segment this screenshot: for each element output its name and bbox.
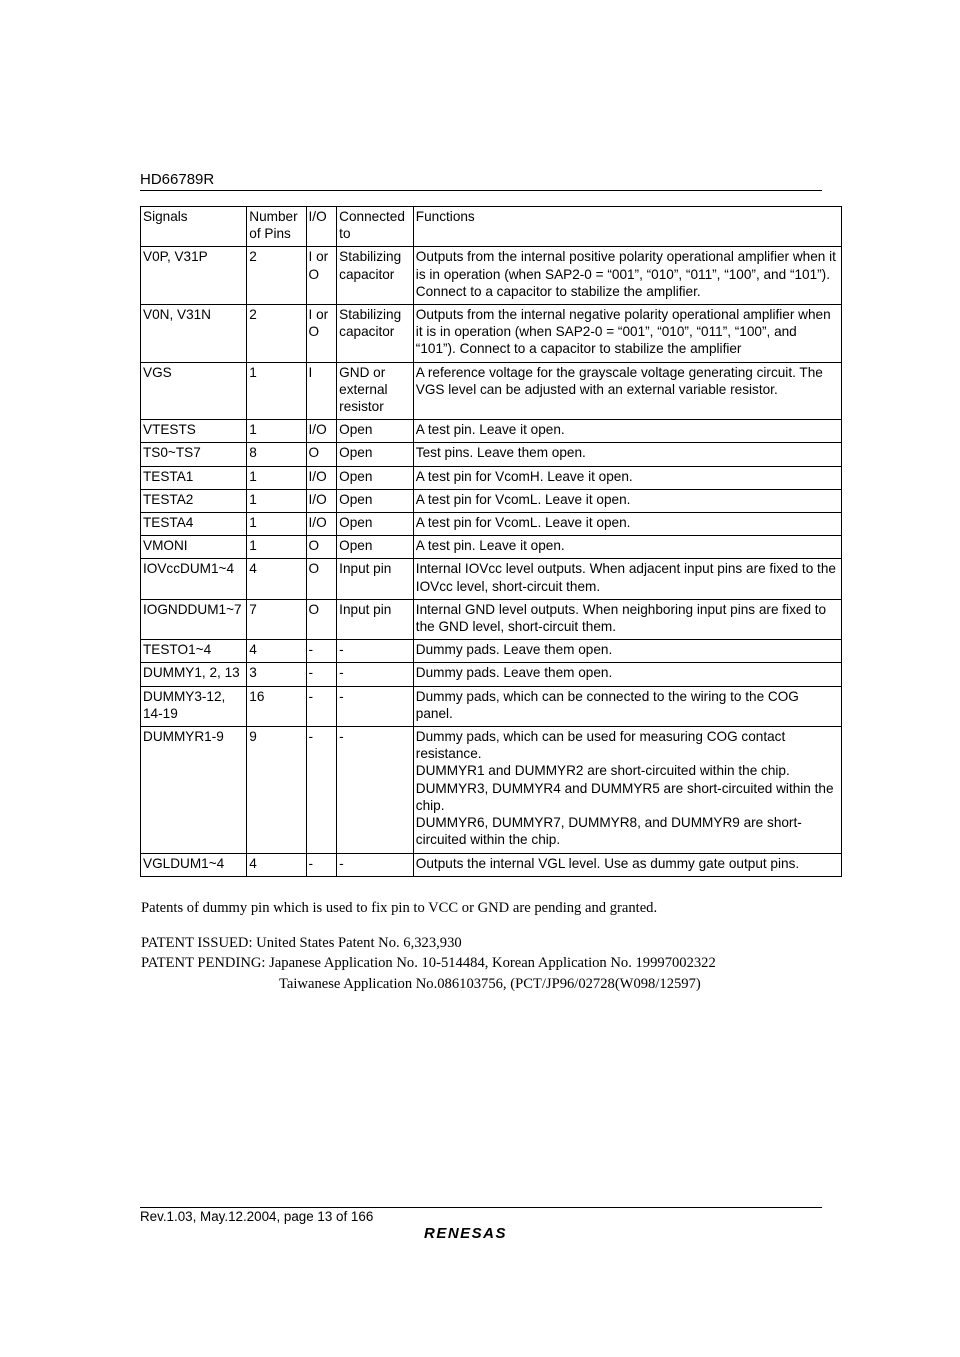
pin-count-cell: 1 [247, 466, 306, 489]
signal-cell: TESTA4 [141, 513, 247, 536]
signal-cell: IOGNDDUM1~7 [141, 599, 247, 639]
patent-notes [141, 898, 831, 994]
connected-to-cell: Open [337, 513, 414, 536]
pin-count-cell: 1 [247, 536, 306, 559]
pin-count-cell: 4 [247, 853, 306, 876]
signal-cell: TESTA1 [141, 466, 247, 489]
signal-cell: VGLDUM1~4 [141, 853, 247, 876]
pin-count-cell: 1 [247, 420, 306, 443]
function-cell: A test pin. Leave it open. [413, 420, 841, 443]
signal-cell: VGS [141, 362, 247, 420]
io-cell: - [306, 686, 337, 726]
io-cell: I or O [306, 247, 337, 305]
table-row [141, 686, 842, 726]
table-row [141, 640, 842, 663]
pin-count-cell: 4 [247, 640, 306, 663]
function-cell: A reference voltage for the grayscale voltage generating circuit. The VGS level can be adjusted with an external variable resistor. [413, 362, 841, 420]
io-cell: I/O [306, 420, 337, 443]
function-cell: Internal IOVcc level outputs. When adjacent input pins are fixed to the IOVcc level, short-circuit them. [413, 559, 841, 599]
pin-count-cell: 3 [247, 663, 306, 686]
io-cell: O [306, 536, 337, 559]
table-row [141, 536, 842, 559]
revision-info: Rev.1.03, May.12.2004, page 13 of 166 [140, 1209, 374, 1224]
connected-to-cell: - [337, 727, 414, 853]
signal-cell: V0N, V31N [141, 305, 247, 363]
pin-count-cell: 2 [247, 247, 306, 305]
connected-to-cell: Stabilizing capacitor [337, 247, 414, 305]
connected-to-cell: Stabilizing capacitor [337, 305, 414, 363]
table-row [141, 727, 842, 853]
connected-to-cell: - [337, 853, 414, 876]
io-cell: I/O [306, 466, 337, 489]
pin-function-table [140, 206, 842, 877]
table-row [141, 513, 842, 536]
pin-count-cell: 1 [247, 362, 306, 420]
header-connected-to: Connected to [337, 207, 414, 247]
pin-count-cell: 1 [247, 513, 306, 536]
table-row [141, 420, 842, 443]
header-signals: Signals [141, 207, 247, 247]
pin-count-cell: 16 [247, 686, 306, 726]
function-cell: Dummy pads, which can be connected to the wiring to the COG panel. [413, 686, 841, 726]
table-row [141, 599, 842, 639]
function-cell: Internal GND level outputs. When neighboring input pins are fixed to the GND level, short-circuit them. [413, 599, 841, 639]
signal-cell: DUMMYR1-9 [141, 727, 247, 853]
signal-cell: VMONI [141, 536, 247, 559]
table-header-row [141, 207, 842, 247]
function-cell: Test pins. Leave them open. [413, 443, 841, 466]
table-row [141, 853, 842, 876]
signal-cell: VTESTS [141, 420, 247, 443]
table-row [141, 663, 842, 686]
document-id: HD66789R [140, 171, 215, 188]
io-cell: - [306, 727, 337, 853]
connected-to-cell: Open [337, 466, 414, 489]
io-cell: I/O [306, 513, 337, 536]
io-cell: - [306, 663, 337, 686]
connected-to-cell: Open [337, 489, 414, 512]
function-cell: Dummy pads. Leave them open. [413, 640, 841, 663]
header-number-of-pins: Number of Pins [247, 207, 306, 247]
connected-to-cell: Open [337, 443, 414, 466]
io-cell: - [306, 853, 337, 876]
pin-count-cell: 8 [247, 443, 306, 466]
pin-count-cell: 1 [247, 489, 306, 512]
connected-to-cell: Open [337, 536, 414, 559]
io-cell: I/O [306, 489, 337, 512]
table-row [141, 247, 842, 305]
function-cell: Dummy pads, which can be used for measuring COG contact resistance. DUMMYR1 and DUMMYR2 are short-circuited within the chip. DUMMYR3, DUMMYR4 and DUMMYR5 are short-circuited within the chip. DUMMYR6, DUMMYR7, DUMMYR8, and DUMMYR9 are short-circuited within the chip. [413, 727, 841, 853]
io-cell: O [306, 559, 337, 599]
io-cell: O [306, 599, 337, 639]
table-row [141, 443, 842, 466]
signal-cell: TESTO1~4 [141, 640, 247, 663]
header-functions: Functions [413, 207, 841, 247]
table-row [141, 466, 842, 489]
function-cell: Outputs from the internal negative polarity operational amplifier when it is in operation (when SAP2-0 = “001”, “010”, “011”, “100”, and “101”). Connect to a capacitor to stabilize the amplifier [413, 305, 841, 363]
function-cell: Outputs from the internal positive polarity operational amplifier when it is in operation (when SAP2-0 = “001”, “010”, “011”, “100”, and “101”). Connect to a capacitor to stabilize the amplifier. [413, 247, 841, 305]
pin-count-cell: 2 [247, 305, 306, 363]
dummy-pin-note: Patents of dummy pin which is used to fix pin to VCC or GND are pending and granted. [141, 900, 658, 916]
connected-to-cell: - [337, 686, 414, 726]
function-cell: A test pin for VcomL. Leave it open. [413, 489, 841, 512]
table-row [141, 559, 842, 599]
table-row [141, 305, 842, 363]
connected-to-cell: Open [337, 420, 414, 443]
connected-to-cell: Input pin [337, 559, 414, 599]
table-row [141, 489, 842, 512]
function-cell: A test pin for VcomH. Leave it open. [413, 466, 841, 489]
io-cell: - [306, 640, 337, 663]
io-cell: O [306, 443, 337, 466]
patent-pending-line: PATENT PENDING: Japanese Application No. 10-514484, Korean Application No. 19997002322 [141, 955, 716, 971]
function-cell: A test pin. Leave it open. [413, 536, 841, 559]
pin-count-cell: 9 [247, 727, 306, 853]
pin-count-cell: 7 [247, 599, 306, 639]
table-row [141, 362, 842, 420]
function-cell: Dummy pads. Leave them open. [413, 663, 841, 686]
io-cell: I or O [306, 305, 337, 363]
connected-to-cell: - [337, 640, 414, 663]
document-header [140, 171, 822, 191]
io-cell: I [306, 362, 337, 420]
connected-to-cell: - [337, 663, 414, 686]
connected-to-cell: GND or external resistor [337, 362, 414, 420]
signal-cell: DUMMY3-12, 14-19 [141, 686, 247, 726]
renesas-logo: RENESAS [424, 1225, 508, 1242]
function-cell: Outputs the internal VGL level. Use as dummy gate output pins. [413, 853, 841, 876]
pin-count-cell: 4 [247, 559, 306, 599]
patent-issued-line: PATENT ISSUED: United States Patent No. 6,323,930 [141, 934, 462, 951]
header-io: I/O [306, 207, 337, 247]
signal-cell: TS0~TS7 [141, 443, 247, 466]
patent-pending-continuation: Taiwanese Application No.086103756, (PCT/JP96/02728(W098/12597) [279, 975, 701, 992]
function-cell: A test pin for VcomL. Leave it open. [413, 513, 841, 536]
page-footer [140, 1207, 822, 1224]
signal-cell: IOVccDUM1~4 [141, 559, 247, 599]
signal-cell: V0P, V31P [141, 247, 247, 305]
signal-cell: TESTA2 [141, 489, 247, 512]
connected-to-cell: Input pin [337, 599, 414, 639]
signal-cell: DUMMY1, 2, 13 [141, 663, 247, 686]
